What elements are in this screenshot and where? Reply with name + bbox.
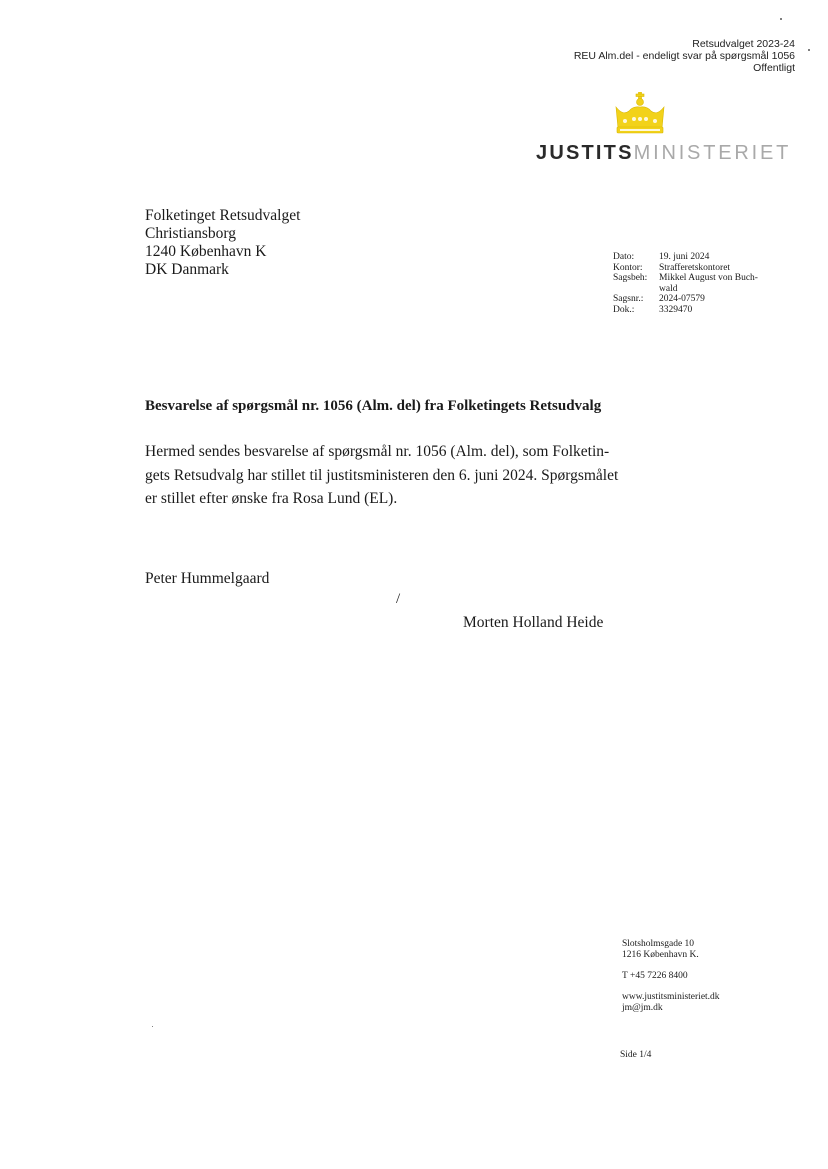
stamp-committee: Retsudvalget 2023-24: [692, 38, 795, 50]
logo-part-justits: JUSTITS: [536, 142, 634, 164]
signatory-minister: Peter Hummelgaard: [145, 570, 270, 587]
ministry-logo: [536, 142, 791, 165]
document-stamp: [574, 38, 795, 74]
stamp-status: Offentligt: [753, 62, 795, 74]
recipient-line: Christiansborg: [145, 225, 236, 242]
meta-label: Kontor:: [613, 262, 643, 273]
meta-row-office: [613, 263, 771, 274]
scan-dot: [152, 1026, 153, 1027]
footer-email: jm@jm.dk: [622, 1003, 663, 1013]
signature-separator: /: [396, 591, 401, 607]
document-metadata: [613, 252, 771, 315]
meta-row-case-number: [613, 294, 771, 305]
crown-icon: [614, 92, 666, 134]
meta-label: Dato:: [613, 252, 635, 262]
meta-row-document: [613, 305, 771, 316]
footer-address-street: Slotsholmsgade 10: [622, 939, 695, 949]
letter-subject: Besvarelse af spørgsmål nr. 1056 (Alm. del) fra Folketingets Retsudvalg: [145, 398, 602, 414]
meta-row-caseworker: [613, 273, 771, 294]
body-line: Hermed sendes besvarelse af spørgsmål nr. 1056 (Alm. del), som Folketin-: [145, 443, 610, 460]
body-line: er stillet efter ønske fra Rosa Lund (EL).: [145, 490, 398, 507]
meta-value: Mikkel August von Buch-wald: [659, 273, 758, 294]
recipient-line: Folketinget Retsudvalget: [145, 207, 301, 224]
meta-row-date: [613, 252, 771, 263]
contact-footer: [622, 939, 720, 1014]
recipient-line: DK Danmark: [145, 261, 229, 278]
body-line: gets Retsudvalg har stillet til justitsministeren den 6. juni 2024. Spørgsmålet: [145, 466, 619, 484]
footer-website: www.justitsministeriet.dk: [622, 992, 720, 1002]
recipient-address: [145, 207, 300, 279]
meta-label: Sagsbeh:: [613, 273, 648, 283]
recipient-line: 1240 København K: [145, 243, 267, 260]
footer-address-city: 1216 København K.: [622, 950, 699, 960]
meta-value: Strafferetskontoret: [659, 262, 731, 273]
meta-value: 3329470: [659, 304, 693, 315]
logo-part-ministeriet: MINISTERIET: [633, 142, 792, 164]
page-number: Side 1/4: [620, 1050, 652, 1060]
meta-label: Sagsnr.:: [613, 294, 644, 304]
meta-label: Dok.:: [613, 304, 635, 315]
meta-value: 2024-07579: [659, 294, 705, 304]
footer-phone: T +45 7226 8400: [622, 971, 688, 981]
stamp-reference: REU Alm.del - endeligt svar på spørgsmål 1056: [573, 50, 795, 62]
meta-value: 19. juni 2024: [659, 252, 710, 262]
letter-body: [145, 440, 619, 511]
scan-dot: [780, 18, 782, 20]
signatory-official: Morten Holland Heide: [463, 614, 604, 631]
scan-dot: [808, 49, 810, 51]
